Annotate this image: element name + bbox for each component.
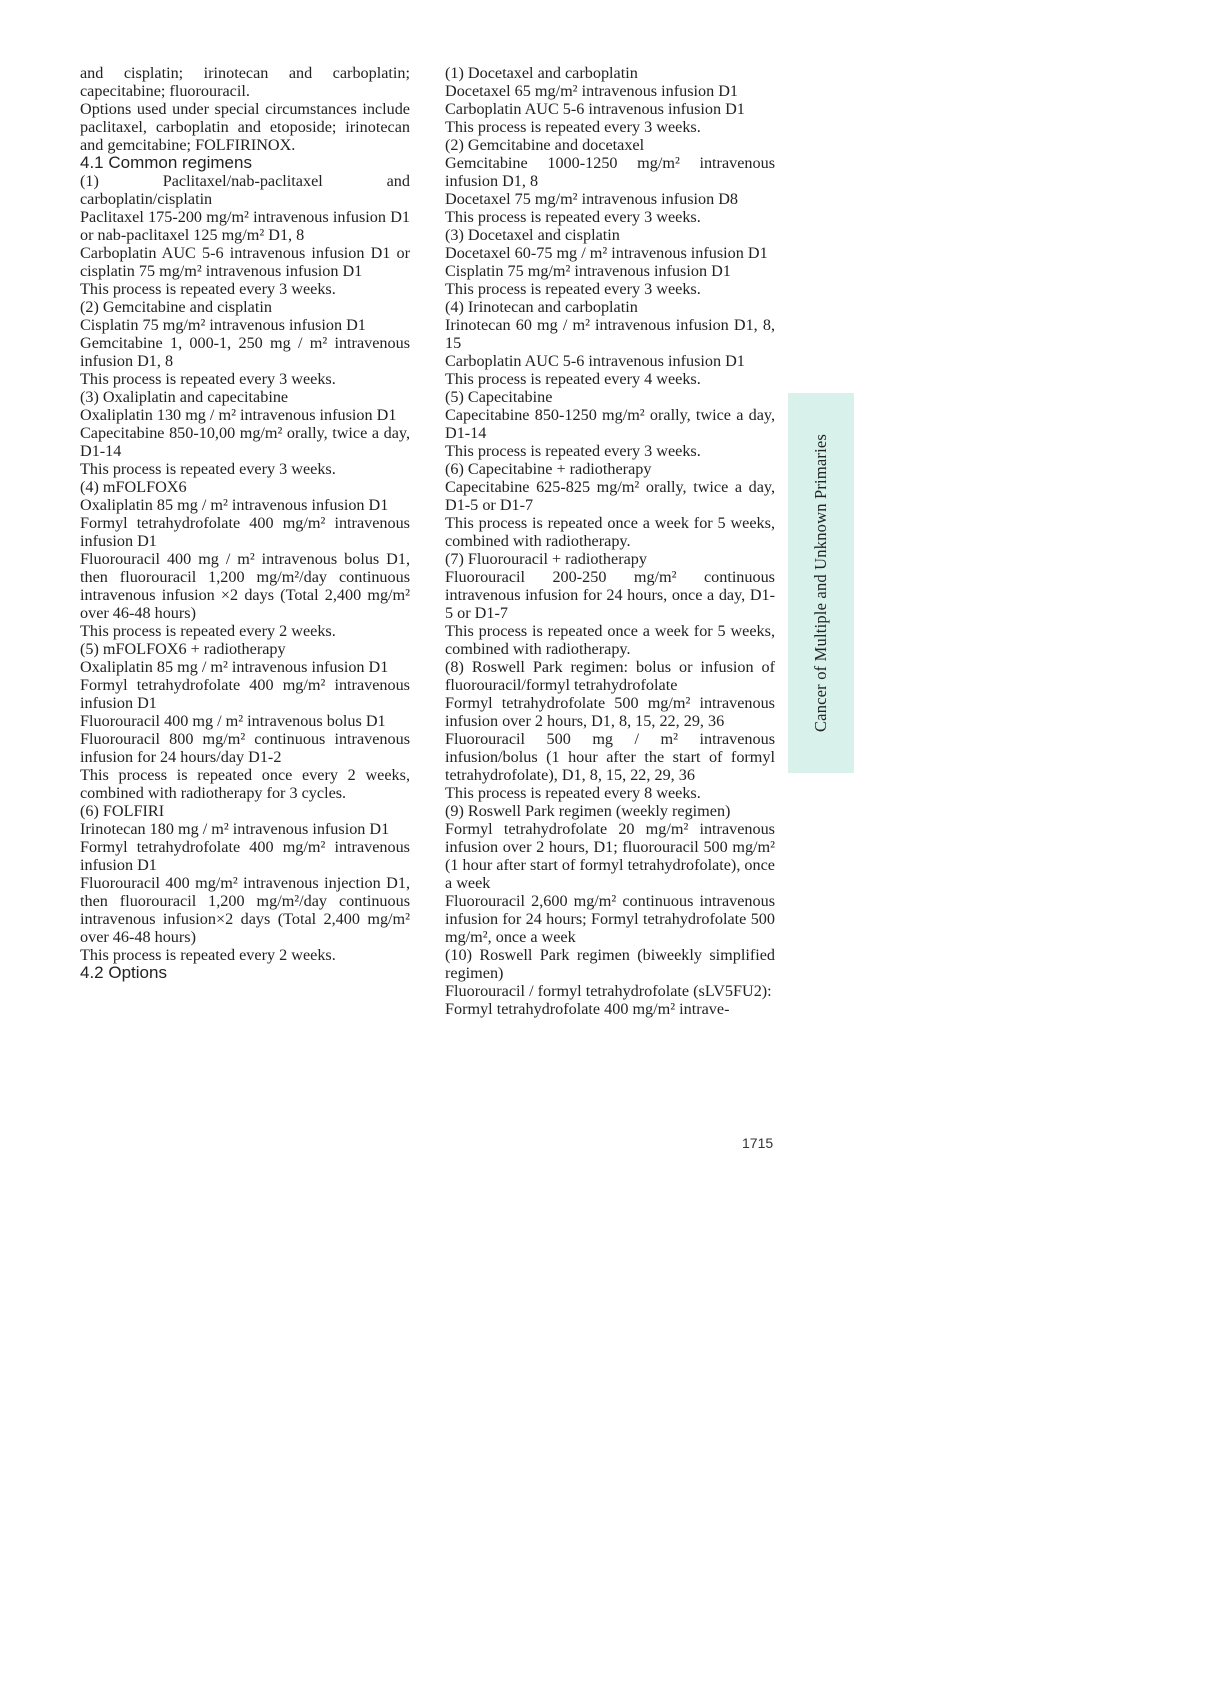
paragraph: Formyl tetrahydrofolate 400 mg/m² intravenous infusion D1 [80, 838, 410, 874]
paragraph: Capecitabine 850-1250 mg/m² orally, twice a day, D1-14 [445, 406, 775, 442]
left-column [80, 64, 410, 982]
paragraph: Formyl tetrahydrofolate 500 mg/m² intravenous infusion over 2 hours, D1, 8, 15, 22, 29, 36 [445, 694, 775, 730]
chapter-side-tab [788, 393, 854, 773]
paragraph: Docetaxel 65 mg/m² intravenous infusion D1 [445, 82, 739, 100]
paragraph: (4) mFOLFOX6 [80, 478, 187, 496]
paragraph: Irinotecan 60 mg / m² intravenous infusion D1, 8, 15 [445, 316, 775, 352]
paragraph: Fluorouracil 400 mg / m² intravenous bolus D1, then fluorouracil 1,200 mg/m²/day continuous intravenous infusion ×2 days (Total 2,400 mg/m² over 46-48 hours) [80, 550, 410, 622]
paragraph: Formyl tetrahydrofolate 20 mg/m² intravenous infusion over 2 hours, D1; fluorouracil 500 mg/m² (1 hour after start of formyl tetrahydrofolate), once a week [445, 820, 775, 892]
paragraph: Options used under special circumstances include paclitaxel, carboplatin and etoposide; irinotecan and gemcitabine; FOLFIRINOX. [80, 100, 410, 154]
paragraph: (2) Gemcitabine and cisplatin [80, 298, 272, 316]
paragraph: (4) Irinotecan and carboplatin [445, 298, 638, 316]
paragraph: This process is repeated every 2 weeks. [80, 946, 336, 964]
paragraph: (5) mFOLFOX6 + radiotherapy [80, 640, 286, 658]
paragraph: (5) Capecitabine [445, 388, 553, 406]
paragraph: (6) FOLFIRI [80, 802, 165, 820]
paragraph: Capecitabine 850-10,00 mg/m² orally, twice a day, D1-14 [80, 424, 410, 460]
paragraph: Formyl tetrahydrofolate 400 mg/m² intravenous infusion D1 [80, 676, 410, 712]
paragraph: This process is repeated every 4 weeks. [445, 370, 701, 388]
paragraph: (9) Roswell Park regimen (weekly regimen) [445, 802, 731, 820]
paragraph: Formyl tetrahydrofolate 400 mg/m² intravenous infusion D1 [80, 514, 410, 550]
paragraph: This process is repeated every 3 weeks. [80, 460, 336, 478]
section-heading: 4.2 Options [80, 963, 167, 982]
paragraph: Gemcitabine 1, 000-1, 250 mg / m² intravenous infusion D1, 8 [80, 334, 410, 370]
paragraph: Carboplatin AUC 5-6 intravenous infusion D1 [445, 352, 745, 370]
paragraph: Oxaliplatin 130 mg / m² intravenous infusion D1 [80, 406, 397, 424]
paragraph: (3) Oxaliplatin and capecitabine [80, 388, 289, 406]
paragraph: Docetaxel 75 mg/m² intravenous infusion D8 [445, 190, 739, 208]
paragraph: (1) Paclitaxel/nab-paclitaxel and carboplatin/cisplatin [80, 172, 410, 208]
paragraph: This process is repeated every 8 weeks. [445, 784, 701, 802]
paragraph: Fluorouracil 2,600 mg/m² continuous intravenous infusion for 24 hours; Formyl tetrahydrofolate 500 mg/m², once a week [445, 892, 775, 946]
paragraph: This process is repeated every 3 weeks. [80, 280, 336, 298]
paragraph: This process is repeated once a week for 5 weeks, combined with radiotherapy. [445, 514, 775, 550]
paragraph: This process is repeated every 3 weeks. [445, 118, 701, 136]
paragraph: Formyl tetrahydrofolate 400 mg/m² intrave- [445, 1000, 730, 1018]
paragraph: Fluorouracil 400 mg / m² intravenous bolus D1 [80, 712, 386, 730]
paragraph: This process is repeated every 3 weeks. [445, 208, 701, 226]
paragraph: This process is repeated every 3 weeks. [445, 442, 701, 460]
paragraph: Carboplatin AUC 5-6 intravenous infusion D1 or cisplatin 75 mg/m² intravenous infusion D1 [80, 244, 410, 280]
paragraph: Cisplatin 75 mg/m² intravenous infusion D1 [80, 316, 366, 334]
paragraph: Cisplatin 75 mg/m² intravenous infusion D1 [445, 262, 731, 280]
paragraph: Gemcitabine 1000-1250 mg/m² intravenous infusion D1, 8 [445, 154, 775, 190]
page-number: 1715 [742, 1135, 774, 1151]
paragraph: Oxaliplatin 85 mg / m² intravenous infusion D1 [80, 658, 389, 676]
paragraph: Capecitabine 625-825 mg/m² orally, twice a day, D1-5 or D1-7 [445, 478, 775, 514]
paragraph: Oxaliplatin 85 mg / m² intravenous infusion D1 [80, 496, 389, 514]
paragraph: Irinotecan 180 mg / m² intravenous infusion D1 [80, 820, 390, 838]
paragraph: Fluorouracil 500 mg / m² intravenous infusion/bolus (1 hour after the start of formyl tetrahydrofolate), D1, 8, 15, 22, 29, 36 [445, 730, 775, 784]
paragraph: Carboplatin AUC 5-6 intravenous infusion D1 [445, 100, 745, 118]
paragraph: Fluorouracil / formyl tetrahydrofolate (sLV5FU2): [445, 982, 772, 1000]
paragraph: (3) Docetaxel and cisplatin [445, 226, 620, 244]
paragraph: Paclitaxel 175-200 mg/m² intravenous infusion D1 or nab-paclitaxel 125 mg/m² D1, 8 [80, 208, 410, 244]
right-column [445, 64, 775, 1018]
paragraph: Fluorouracil 200-250 mg/m² continuous intravenous infusion for 24 hours, once a day, D1-5 or D1-7 [445, 568, 775, 622]
paragraph: This process is repeated once a week for 5 weeks, combined with radiotherapy. [445, 622, 775, 658]
chapter-side-tab-label: Cancer of Multiple and Unknown Primaries [811, 433, 830, 733]
paragraph: (1) Docetaxel and carboplatin [445, 64, 638, 82]
paragraph: (2) Gemcitabine and docetaxel [445, 136, 645, 154]
paragraph: This process is repeated every 3 weeks. [445, 280, 701, 298]
paragraph: Fluorouracil 400 mg/m² intravenous injection D1, then fluorouracil 1,200 mg/m²/day continuous intravenous infusion×2 days (Total 2,400 mg/m² over 46-48 hours) [80, 874, 410, 946]
paragraph: This process is repeated every 2 weeks. [80, 622, 336, 640]
paragraph: This process is repeated every 3 weeks. [80, 370, 336, 388]
paragraph: (7) Fluorouracil + radiotherapy [445, 550, 647, 568]
paragraph: (8) Roswell Park regimen: bolus or infusion of fluorouracil/formyl tetrahydrofolate [445, 658, 775, 694]
paragraph: (10) Roswell Park regimen (biweekly simplified regimen) [445, 946, 775, 982]
paragraph: Fluorouracil 800 mg/m² continuous intravenous infusion for 24 hours/day D1-2 [80, 730, 410, 766]
paragraph: Docetaxel 60-75 mg / m² intravenous infusion D1 [445, 244, 768, 262]
paragraph: and cisplatin; irinotecan and carboplatin; capecitabine; fluorouracil. [80, 64, 410, 100]
paragraph: (6) Capecitabine + radiotherapy [445, 460, 652, 478]
paragraph: This process is repeated once every 2 weeks, combined with radiotherapy for 3 cycles. [80, 766, 410, 802]
section-heading: 4.1 Common regimens [80, 153, 252, 172]
